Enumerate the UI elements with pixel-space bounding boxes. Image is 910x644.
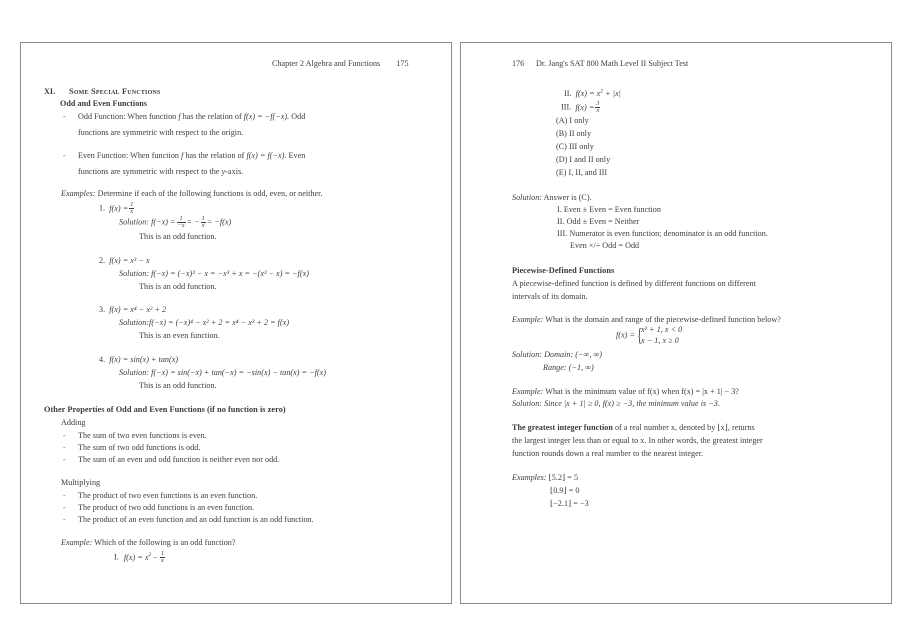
bullet-odd-line1 [78, 111, 305, 122]
example-2-problem [99, 255, 150, 266]
odd-fn-symbol: f [178, 112, 181, 121]
piecewise-example-prompt: What is the domain and range of the piecewise-defined function below? [545, 315, 781, 324]
example-4-expression: f(x) = sin(x) + tan(x) [109, 355, 179, 364]
examples-prompt-line [61, 188, 322, 199]
example-4-solution-label: Solution: [119, 368, 150, 377]
example-3-solution-expression: f(−x) = (−x)⁴ − x² + 2 = x⁴ − x² + 2 = f(x) [149, 318, 290, 327]
multiplying-item-2: The product of an even function and an odd function is an odd function. [78, 515, 314, 524]
right-page [460, 42, 892, 604]
answer-choice-d[interactable]: (D) I and II only [556, 155, 611, 164]
example-3-number: 3. [99, 305, 106, 314]
left-brace-icon: { [637, 325, 643, 346]
example-1-conclusion: This is an odd function. [139, 232, 217, 241]
left-page [20, 42, 452, 604]
even-fn-text-c: Even [286, 151, 306, 160]
section-subtitle: Odd and Even Functions [60, 99, 148, 108]
piecewise-domain-value: (−∞, ∞) [575, 350, 602, 359]
example-3-problem [99, 304, 166, 315]
piecewise-row-1: x² + 1, x < 0 [640, 325, 683, 334]
example-2-expression: f(x) = x³ − x [109, 256, 150, 265]
y-axis-symbol: y [221, 167, 226, 176]
section-number: XI. [44, 87, 56, 96]
greatest-integer-line-1 [512, 422, 755, 433]
min-value-example-line [512, 386, 739, 397]
piecewise-range-line [543, 362, 594, 373]
bullet-odd-line2: functions are symmetric with respect to the origin. [78, 128, 244, 137]
piecewise-domain-label: Domain: [544, 350, 574, 359]
greatest-integer-bold-lead: The greatest integer function [512, 423, 613, 432]
min-value-example-label: Example: [512, 387, 544, 396]
example-3-solution-label: Solution: [119, 318, 150, 327]
adding-item-1: The sum of two odd functions is odd. [78, 443, 201, 452]
example-2-solution-expression: f(−x) = (−x)³ − x = −x³ + x = −(x³ − x) = −f(x) [151, 269, 309, 278]
piecewise-range-value: (−1, ∞) [568, 363, 594, 372]
greatest-integer-line-2: the largest integer less than or equal to x. In other words, the greatest integer [512, 436, 763, 445]
example-2-solution [119, 268, 309, 279]
example-4-number: 4. [99, 355, 106, 364]
piecewise-brace-group [635, 325, 682, 346]
greatest-integer-line1-rest: of a real number x, denoted by ⌊x⌋, returns [612, 423, 755, 432]
final-example-choice-1 [114, 551, 166, 565]
greatest-integer-example-1: ⌊5.2⌋ = 5 [548, 473, 579, 482]
piecewise-heading: Piecewise-Defined Functions [512, 266, 615, 275]
right-solution-answer: Answer is (C). [543, 193, 592, 202]
bullet-even-line2 [78, 166, 243, 177]
bullet-marker-odd: - [63, 112, 66, 121]
piecewise-body-line-1: A piecewise-defined function is defined by different functions on different [512, 279, 756, 288]
left-header-page-number: 175 [396, 59, 409, 68]
example-4-conclusion: This is an odd function. [139, 381, 217, 390]
example-2-conclusion: This is an odd function. [139, 282, 217, 291]
greatest-integer-example-3: ⌊−2.1⌋ = −3 [550, 499, 589, 508]
odd-fn-text-a: Odd Function: When function [78, 112, 179, 121]
answer-choice-c[interactable]: (C) III only [556, 142, 594, 151]
left-page-header [272, 58, 409, 69]
piecewise-example-label: Example: [512, 315, 544, 324]
choice-1-exponent: 2 [148, 552, 152, 558]
final-example-line [61, 537, 236, 548]
right-header-page-number: 176 [512, 59, 525, 68]
example-2-solution-label: Solution: [119, 269, 150, 278]
example-1-solution-frac-1: $\frac{1}{-x}$ [177, 216, 185, 230]
answer-choice-a[interactable]: (A) I only [556, 116, 589, 125]
example-4-solution-expression: f(−x) = sin(−x) + tan(−x) = −sin(x) − tan(x) = −f(x) [151, 368, 327, 377]
piecewise-formula [616, 325, 682, 346]
min-value-solution-a: Since |x + 1| ≥ 0, f(x) ≥ −3, [544, 399, 635, 408]
piecewise-domain-line [512, 349, 602, 360]
choice-1-numeral: I. [114, 552, 119, 562]
example-1-solution [119, 216, 231, 230]
even-fn-symbol: f [181, 151, 184, 160]
roman-item-3 [561, 101, 601, 115]
greatest-integer-examples-label: Examples: [512, 473, 547, 482]
roman-item-2-exponent: 2 [600, 88, 604, 95]
answer-choice-b[interactable]: (B) II only [556, 129, 592, 138]
other-properties-heading: Other Properties of Odd and Even Functions (if no function is zero) [44, 405, 286, 414]
example-1-solution-tail: = −f(x) [206, 217, 232, 227]
right-header-title: Dr. Jang's SAT 800 Math Level II Subject Test [536, 59, 689, 68]
piecewise-body-line-2: intervals of its domain. [512, 292, 588, 301]
examples-prompt: Determine if each of the following functions is odd, even, or neither. [97, 189, 323, 198]
adding-item-1-marker: - [63, 443, 66, 452]
example-2-number: 2. [99, 256, 106, 265]
bullet-even-line1 [78, 150, 305, 161]
adding-item-0-marker: - [63, 431, 66, 440]
examples-label: Examples: [61, 189, 96, 198]
solution-detail-1: I. Even ± Even = Even function [557, 205, 661, 214]
roman-item-2-tail: + |x| [603, 89, 621, 98]
min-value-solution-line [512, 398, 720, 409]
adding-item-2: The sum of an even and odd function is neither even nor odd. [78, 455, 280, 464]
example-1-solution-mid: = − [186, 217, 200, 227]
right-solution-label: Solution: [512, 193, 543, 202]
group-adding-name: Adding [61, 418, 86, 427]
section-title: Some Special Functions [69, 87, 161, 96]
answer-choice-e[interactable]: (E) I, II, and III [556, 168, 608, 177]
example-4-problem [99, 354, 178, 365]
example-1-lhs: f(x) = [109, 203, 129, 213]
roman-item-2-lhs: f(x) = x [575, 89, 601, 98]
example-1-solution-lhs: f(−x) = [151, 217, 176, 227]
min-value-example-prompt: What is the minimum value of f(x) when f(x) = |x + 1| − 3? [545, 387, 739, 396]
even-fn-text-b: has the relation of [183, 151, 247, 160]
roman-item-3-lhs: f(x) = [575, 102, 595, 112]
choice-1-minus: − [152, 552, 158, 562]
example-1-problem [99, 202, 135, 216]
multiplying-item-0: The product of two even functions is an even function. [78, 491, 258, 500]
adding-item-2-marker: - [63, 455, 66, 464]
roman-item-2-numeral: II. [564, 89, 572, 98]
even-fn-text-a: Even Function: When function [78, 151, 182, 160]
final-example-label: Example: [61, 538, 93, 547]
left-header-chapter: Chapter 2 Algebra and Functions [272, 59, 381, 68]
choice-1-fraction: $\frac{1}{x}$ [160, 551, 164, 565]
even-axis-text-b: -axis. [225, 167, 244, 176]
right-solution-line [512, 192, 592, 203]
multiplying-item-0-marker: - [63, 491, 66, 500]
min-value-solution-b: the minimum value is −3. [636, 399, 720, 408]
roman-item-3-numeral: III. [561, 102, 572, 112]
odd-fn-relation: f(x) = −f(−x). [243, 112, 290, 121]
example-4-solution [119, 367, 326, 378]
even-fn-relation: f(x) = f(−x). [246, 151, 287, 160]
example-1-fraction: $\frac{1}{x}$ [130, 202, 134, 216]
odd-fn-text-c: Odd [289, 112, 306, 121]
example-3-solution [119, 317, 289, 328]
min-value-solution-label: Solution: [512, 399, 543, 408]
piecewise-example-line [512, 314, 781, 325]
piecewise-formula-lhs: f(x) = [616, 330, 635, 340]
piecewise-row-2: x − 1, x ≥ 0 [640, 335, 679, 345]
example-3-expression: f(x) = x⁴ − x² + 2 [109, 305, 167, 314]
roman-item-3-fraction: $\frac{3}{x}$ [596, 101, 600, 115]
multiplying-item-1: The product of two odd functions is an even function. [78, 503, 255, 512]
greatest-integer-examples-line [512, 472, 578, 483]
solution-detail-4: Even ×/÷ Odd = Odd [570, 241, 640, 250]
solution-detail-2: II. Odd ± Even = Neither [557, 217, 640, 226]
example-1-solution-label: Solution: [119, 217, 150, 227]
greatest-integer-example-2: ⌊0.9⌋ = 0 [550, 486, 580, 495]
piecewise-range-label: Range: [543, 363, 567, 372]
greatest-integer-line-3: function rounds down a real number to the nearest integer. [512, 449, 704, 458]
example-3-conclusion: This is an even function. [139, 331, 220, 340]
bullet-marker-even: - [63, 151, 66, 160]
roman-item-2 [564, 88, 621, 99]
example-1-solution-frac-2: $\frac{1}{x}$ [201, 216, 205, 230]
multiplying-item-1-marker: - [63, 503, 66, 512]
example-1-number: 1. [99, 203, 106, 213]
multiplying-item-2-marker: - [63, 515, 66, 524]
piecewise-solution-label: Solution: [512, 350, 543, 359]
choice-1-lhs: f(x) = x [123, 552, 149, 562]
final-example-prompt: Which of the following is an odd function? [94, 538, 236, 547]
odd-fn-text-b: has the relation of [180, 112, 244, 121]
group-multiplying-name: Multiplying [61, 478, 101, 487]
even-axis-text-a: functions are symmetric with respect to the [78, 167, 222, 176]
solution-detail-3: III. Numerator is even function; denominator is an odd function. [557, 229, 768, 238]
adding-item-0: The sum of two even functions is even. [78, 431, 207, 440]
